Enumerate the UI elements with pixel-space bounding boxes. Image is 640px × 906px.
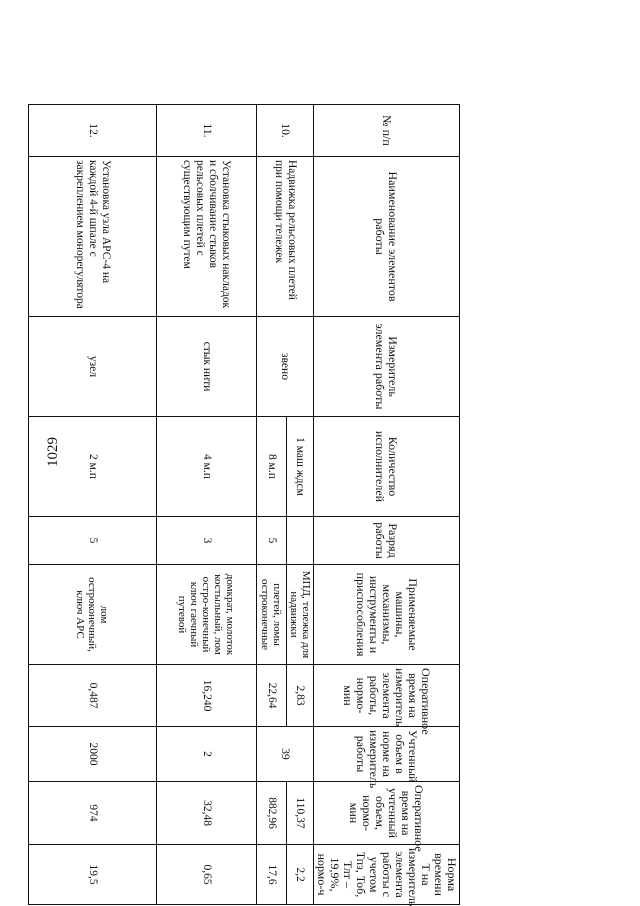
row-10-machines-2: плетей, ломы остроконечные bbox=[257, 565, 287, 665]
row-11-name: Установка стыковых накладок и сболчивание стыков рельсовых плетей с существующим путем bbox=[157, 157, 257, 317]
row-10-num: 10. bbox=[257, 105, 314, 157]
row-12-op-time: 0,487 bbox=[29, 665, 157, 727]
row-12-num: 12. bbox=[29, 105, 157, 157]
row-12-grade: 5 bbox=[29, 517, 157, 565]
row-12-norm-volume: 2000 bbox=[29, 727, 157, 782]
table-row bbox=[29, 105, 157, 905]
row-10-op-time-volume-2: 882,96 bbox=[257, 782, 287, 845]
table-row bbox=[287, 105, 314, 905]
header-op-time-volume: Оперативное время на учтенный объем, нормо-мин bbox=[314, 782, 460, 845]
row-11-op-time-volume: 32,48 bbox=[157, 782, 257, 845]
header-machines: Применяемые машины, механизмы, инструменты и приспособления bbox=[314, 565, 460, 665]
row-10-grade-2: 5 bbox=[257, 517, 287, 565]
row-10-workers-1: 1 маш ждсм bbox=[287, 417, 314, 517]
row-11-grade: 3 bbox=[157, 517, 257, 565]
row-11-norm-time: 0,65 bbox=[157, 845, 257, 905]
labor-norms-table bbox=[74, 104, 460, 906]
row-11-norm-volume: 2 bbox=[157, 727, 257, 782]
row-11-machines: домкрат, молоток костыльный, лом остро-конечный ключ гаечный путевой bbox=[157, 565, 257, 665]
row-10-norm-volume: 39 bbox=[257, 727, 314, 782]
page-number: 1029 bbox=[45, 437, 61, 467]
row-12-machines: лом остроконечный, ключ АРС bbox=[29, 565, 157, 665]
header-row bbox=[314, 105, 460, 905]
row-12-name: Установка узла АРС-4 на каждой 4-й шпале с закреплением монорегулятора bbox=[29, 157, 157, 317]
row-10-op-time-2: 22,64 bbox=[257, 665, 287, 727]
header-meter: Измеритель элемента работы bbox=[314, 317, 460, 417]
row-11-workers: 4 м.п bbox=[157, 417, 257, 517]
table-row bbox=[157, 105, 257, 905]
row-10-workers-2: 8 м.п bbox=[257, 417, 287, 517]
row-11-num: 11. bbox=[157, 105, 257, 157]
row-10-machines-1: МПД, тележка для надвижки bbox=[287, 565, 314, 665]
row-10-meter: звено bbox=[257, 317, 314, 417]
rotated-table-area bbox=[74, 104, 460, 906]
header-name: Наименование элементов работы bbox=[314, 157, 460, 317]
row-10-op-time-1: 2,83 bbox=[287, 665, 314, 727]
header-norm-time: Норма времени Т на измеритель элемента работы с учетом Тпз, Тоб, Тлт – 19,9%, нормо-ч bbox=[314, 845, 460, 905]
header-grade: Разряд работы bbox=[314, 517, 460, 565]
row-10-op-time-volume-1: 110,37 bbox=[287, 782, 314, 845]
row-10-name: Надвижка рельсовых плетей при помощи тележек bbox=[257, 157, 314, 317]
row-12-op-time-volume: 974 bbox=[29, 782, 157, 845]
header-workers: Количество исполнителей bbox=[314, 417, 460, 517]
row-11-op-time: 16,240 bbox=[157, 665, 257, 727]
row-10-grade-1 bbox=[287, 517, 314, 565]
row-10-norm-time-1: 2,2 bbox=[287, 845, 314, 905]
row-12-meter: узел bbox=[29, 317, 157, 417]
row-10-norm-time-2: 17,6 bbox=[257, 845, 287, 905]
row-12-norm-time: 19,5 bbox=[29, 845, 157, 905]
header-op-time: Оперативное время на измеритель элемента работы, нормо-мин bbox=[314, 665, 460, 727]
header-num: № п/п bbox=[314, 105, 460, 157]
row-12-workers: 2 м.п bbox=[29, 417, 157, 517]
header-norm-volume: Учтенный объем в норме на измеритель работы bbox=[314, 727, 460, 782]
row-11-meter: стык нити bbox=[157, 317, 257, 417]
